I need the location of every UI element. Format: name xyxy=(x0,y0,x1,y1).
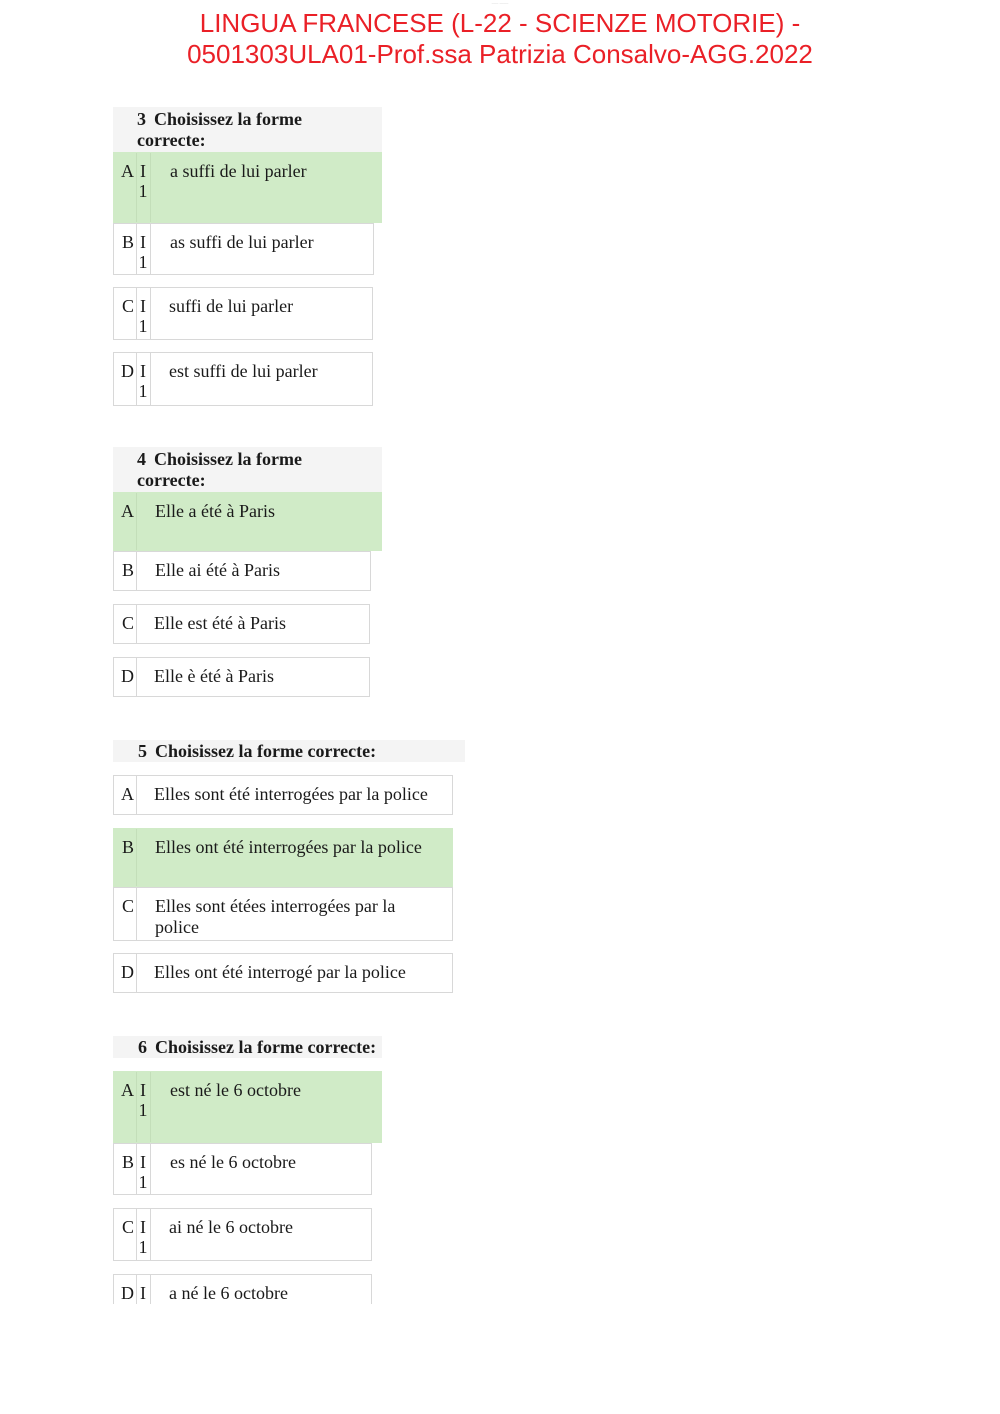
option-text: Elle ai été à Paris xyxy=(155,560,280,580)
question-3-header xyxy=(113,107,382,152)
question-4-option-b[interactable] xyxy=(113,551,371,591)
question-number: 4 xyxy=(137,449,146,469)
question-5-header xyxy=(113,740,465,762)
question-number: 5 xyxy=(138,741,147,761)
question-6-option-b[interactable] xyxy=(113,1143,372,1195)
question-text: Choisissez la forme correcte: xyxy=(137,449,302,490)
option-text: suffi de lui parler xyxy=(169,296,294,316)
option-letter: B xyxy=(121,1152,134,1172)
question-3-option-c[interactable] xyxy=(113,287,373,340)
option-points: I 1 xyxy=(138,361,148,401)
option-points: I 1 xyxy=(138,296,148,336)
question-6-option-c[interactable] xyxy=(113,1208,372,1261)
option-letter: C xyxy=(121,896,134,916)
page-title-line-1: LINGUA FRANCESE (L-22 - SCIENZE MOTORIE) - xyxy=(199,8,801,38)
option-letter: A xyxy=(121,161,134,181)
option-letter: C xyxy=(121,1217,134,1237)
question-3-option-b[interactable] xyxy=(113,223,374,275)
question-text: Choisissez la forme correcte: xyxy=(137,109,302,150)
page-title-line-2: 0501303ULA01-Prof.ssa Patrizia Consalvo-AGG.2022 xyxy=(187,39,813,69)
page-header-mark: ––– –––– xyxy=(491,0,509,5)
question-5-option-a[interactable] xyxy=(113,775,453,815)
option-points: I 1 xyxy=(138,1080,148,1120)
option-text: Elle a été à Paris xyxy=(155,501,275,521)
option-letter: D xyxy=(121,1283,134,1303)
question-5-option-b[interactable] xyxy=(113,828,453,887)
question-text: Choisissez la forme correcte: xyxy=(155,741,377,761)
option-text: a né le 6 octobre xyxy=(169,1283,288,1303)
option-text: Elle è été à Paris xyxy=(154,666,274,686)
page-title xyxy=(0,8,1000,70)
option-text: Elles ont été interrogé par la police xyxy=(154,962,406,982)
option-letter: D xyxy=(121,361,134,381)
question-number: 3 xyxy=(137,109,146,129)
option-text: Elles ont été interrogées par la police xyxy=(155,837,422,857)
option-letter: B xyxy=(121,837,134,857)
option-points: I 1 xyxy=(138,161,148,201)
option-letter: D xyxy=(121,962,134,982)
option-points: I xyxy=(140,1283,146,1303)
option-letter: A xyxy=(121,1080,134,1100)
option-text: est suffi de lui parler xyxy=(169,361,318,381)
question-4-option-c[interactable] xyxy=(113,604,370,644)
question-6-option-a[interactable] xyxy=(113,1071,382,1143)
question-4-header xyxy=(113,447,382,492)
question-5-option-d[interactable] xyxy=(113,953,453,993)
option-text: est né le 6 octobre xyxy=(170,1080,301,1100)
option-letter: B xyxy=(121,560,134,580)
option-letter: C xyxy=(121,613,134,633)
question-4-option-d[interactable] xyxy=(113,657,370,697)
question-6-option-d[interactable] xyxy=(113,1274,372,1304)
option-points: I 1 xyxy=(138,1152,148,1192)
option-letter: B xyxy=(121,232,134,252)
option-letter: A xyxy=(121,501,134,521)
option-letter: C xyxy=(121,296,134,316)
question-3-option-d[interactable] xyxy=(113,352,373,406)
option-text: Elles sont été interrogées par la police xyxy=(154,784,428,804)
option-letter: D xyxy=(121,666,134,686)
question-4-option-a[interactable] xyxy=(113,492,382,551)
option-text: ai né le 6 octobre xyxy=(169,1217,293,1237)
option-letter: A xyxy=(121,784,134,804)
option-text: es né le 6 octobre xyxy=(170,1152,296,1172)
question-6-header xyxy=(113,1036,382,1058)
option-text: Elles sont étées interrogées par la police xyxy=(155,896,396,937)
option-text: a suffi de lui parler xyxy=(170,161,307,181)
question-number: 6 xyxy=(138,1037,147,1057)
option-text: Elle est été à Paris xyxy=(154,613,286,633)
question-3-option-a[interactable] xyxy=(113,152,382,223)
question-5-option-c[interactable] xyxy=(113,887,453,941)
question-text: Choisissez la forme correcte: xyxy=(155,1037,377,1057)
option-points: I 1 xyxy=(138,1217,148,1257)
option-text: as suffi de lui parler xyxy=(170,232,314,252)
option-points: I 1 xyxy=(138,232,148,272)
